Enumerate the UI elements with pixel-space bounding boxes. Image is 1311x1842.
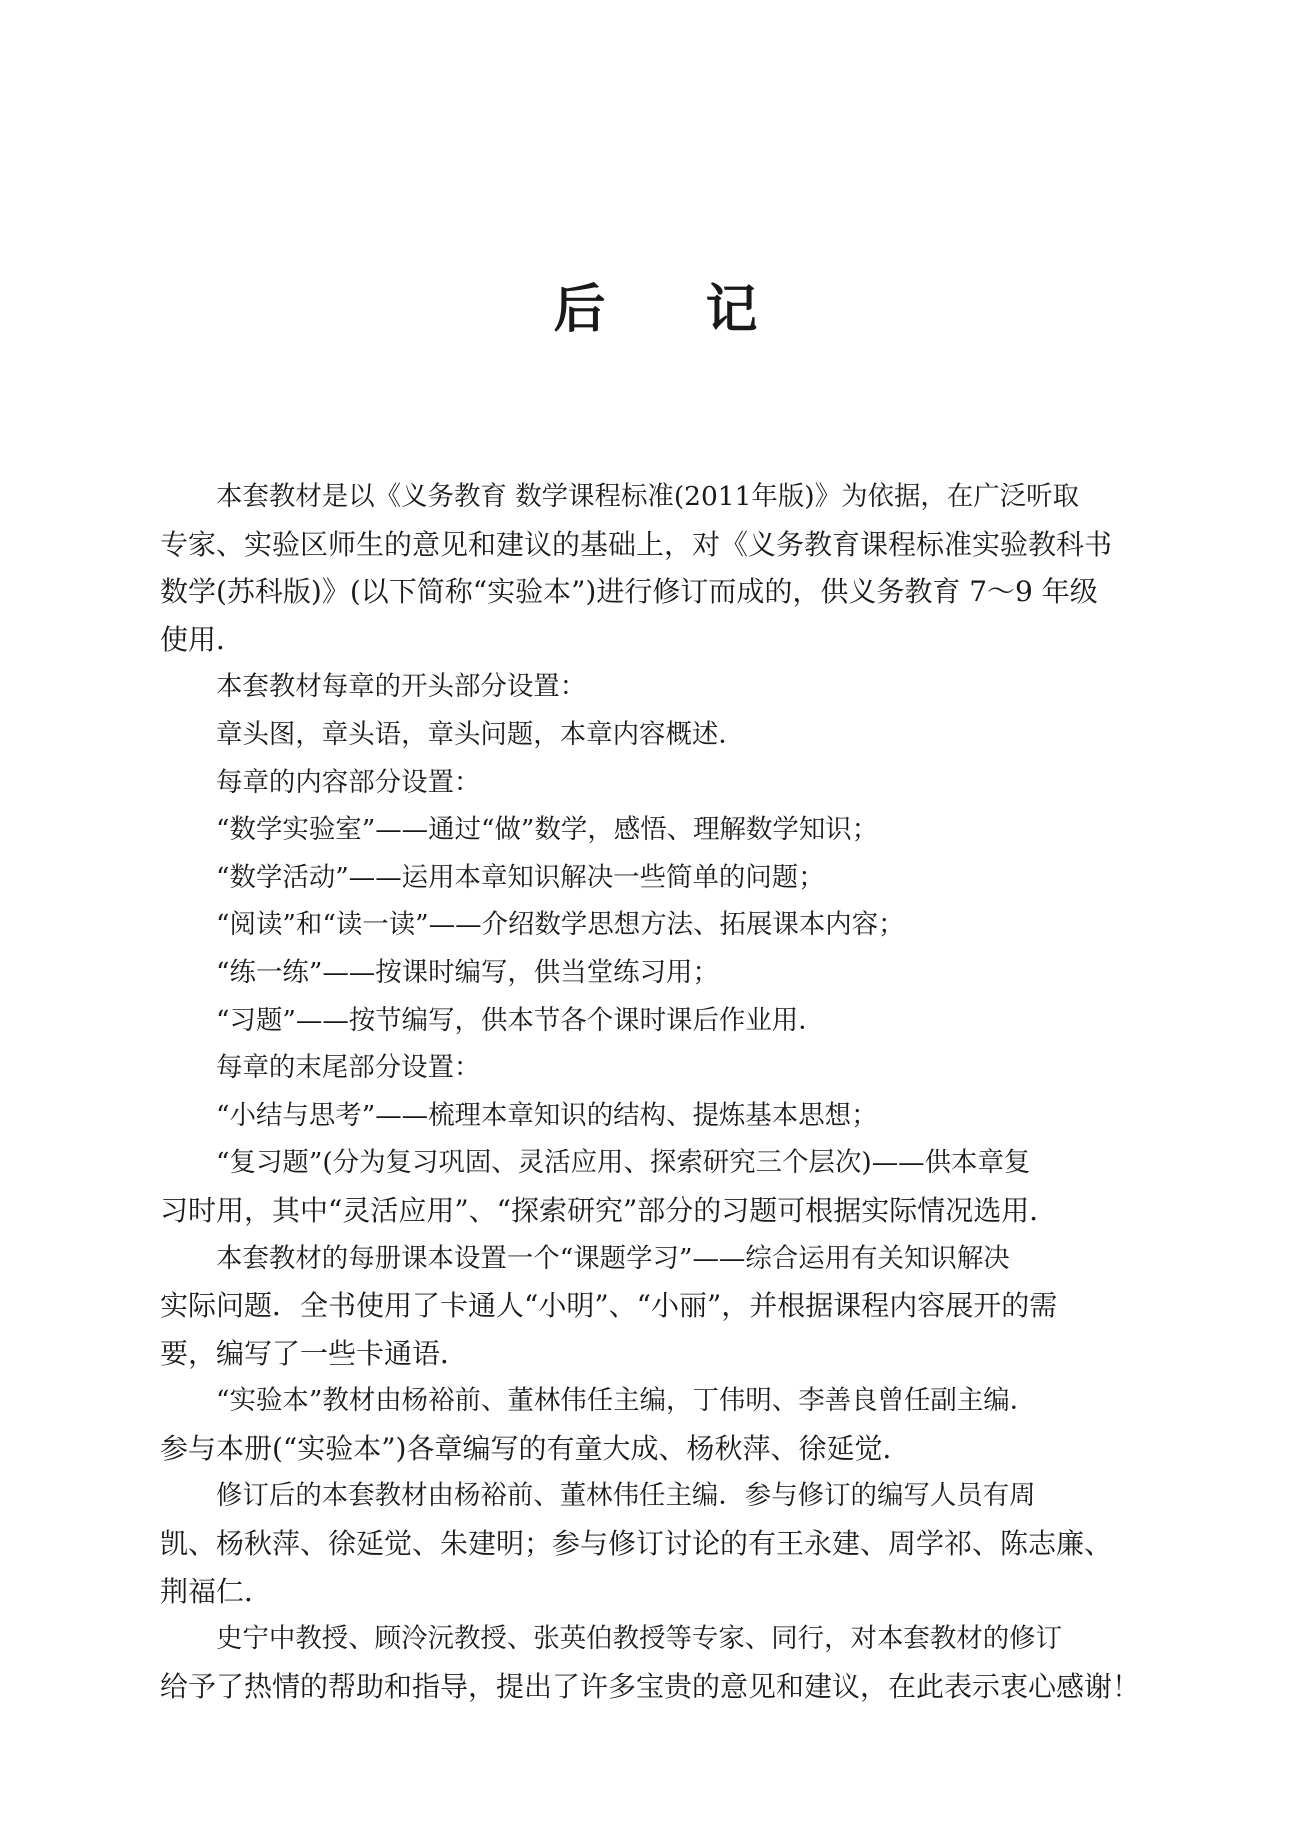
title-char-1: 后 bbox=[553, 280, 606, 340]
paragraph bbox=[160, 854, 1171, 902]
paragraph-line: 习时用，其中“灵活应用”、“探索研究”部分的习题可根据实际情况选用． bbox=[160, 1193, 1058, 1227]
paragraph bbox=[160, 1472, 1171, 1615]
paragraph-line: “阅读”和“读一读”——介绍数学思想方法、拓展课本内容； bbox=[216, 909, 905, 941]
paragraph bbox=[160, 949, 1171, 997]
paragraph bbox=[160, 1235, 1171, 1378]
paragraph-line: 修订后的本套教材由杨裕前、董林伟任主编．参与修订的编写人员有周 bbox=[216, 1480, 1036, 1512]
paragraph bbox=[160, 1377, 1171, 1472]
paragraph-line: 要，编写了一些卡通语． bbox=[160, 1336, 469, 1370]
paragraph-line: “小结与思考”——梳理本章知识的结构、提炼基本思想； bbox=[216, 1099, 878, 1131]
paragraph bbox=[160, 1615, 1171, 1710]
paragraph bbox=[160, 1139, 1171, 1234]
paragraph-line: 本套教材是以《义务教育 数学课程标准(2011年版)》为依据，在广泛听取 bbox=[216, 481, 1080, 512]
paragraph-line: 凯、杨秋萍、徐延觉、朱建明；参与修订讨论的有王永建、周学祁、陈志廉、 bbox=[160, 1527, 1113, 1561]
paragraph bbox=[160, 663, 1171, 711]
paragraph-line: “数学实验室”——通过“做”数学，感悟、理解数学知识； bbox=[216, 814, 879, 846]
paragraph bbox=[160, 473, 1171, 663]
paragraph bbox=[160, 901, 1171, 949]
paragraph-line: 本套教材的每册课本设置一个“课题学习”——综合运用有关知识解决 bbox=[216, 1242, 1010, 1274]
paragraph-line: “练一练”——按课时编写，供当堂练习用； bbox=[216, 956, 719, 988]
paragraph-line: 章头图，章头语，章头问题，本章内容概述． bbox=[216, 718, 745, 750]
paragraph bbox=[160, 711, 1171, 759]
title-char-2: 记 bbox=[705, 280, 758, 340]
paragraph bbox=[160, 759, 1171, 807]
paragraph-line: 荆福仁． bbox=[160, 1574, 273, 1608]
paragraph bbox=[160, 806, 1171, 854]
paragraph-line: 史宁中教授、顾泠沅教授、张英伯教授等专家、同行，对本套教材的修订 bbox=[216, 1623, 1063, 1655]
paragraph-line: “复习题”(分为复习巩固、灵活应用、探索研究三个层次)——供本章复 bbox=[216, 1147, 1031, 1179]
paragraph-line: “实验本”教材由杨裕前、董林伟任主编，丁伟明、李善良曾任副主编． bbox=[216, 1385, 1037, 1417]
paragraph-line: “数学活动”——运用本章知识解决一些简单的问题； bbox=[216, 861, 825, 893]
paragraph bbox=[160, 1092, 1171, 1140]
afterword-body bbox=[160, 473, 1171, 1710]
paragraph-line: 使用． bbox=[160, 622, 245, 656]
paragraph-line: 每章的内容部分设置： bbox=[216, 766, 481, 798]
paragraph bbox=[160, 1044, 1171, 1092]
paragraph-line: “习题”——按节编写，供本节各个课时课后作业用． bbox=[216, 1004, 825, 1036]
paragraph-line: 每章的末尾部分设置： bbox=[216, 1052, 481, 1084]
paragraph-line: 专家、实验区师生的意见和建议的基础上，对《义务教育课程标准实验教科书 bbox=[160, 527, 1113, 561]
paragraph-line: 本套教材每章的开头部分设置： bbox=[216, 671, 587, 703]
paragraph-line: 参与本册(“实验本”)各章编写的有童大成、杨秋萍、徐延觉． bbox=[160, 1431, 911, 1465]
paragraph-line: 数学(苏科版)》(以下简称“实验本”)进行修订而成的，供义务教育 7～9 年级 bbox=[160, 575, 1098, 609]
page-title bbox=[0, 270, 1311, 350]
paragraph-line: 实际问题．全书使用了卡通人“小明”、“小丽”，并根据课程内容展开的需 bbox=[160, 1289, 1058, 1323]
paragraph-line: 给予了热情的帮助和指导，提出了许多宝贵的意见和建议，在此表示衷心感谢！ bbox=[160, 1669, 1141, 1703]
paragraph bbox=[160, 997, 1171, 1045]
